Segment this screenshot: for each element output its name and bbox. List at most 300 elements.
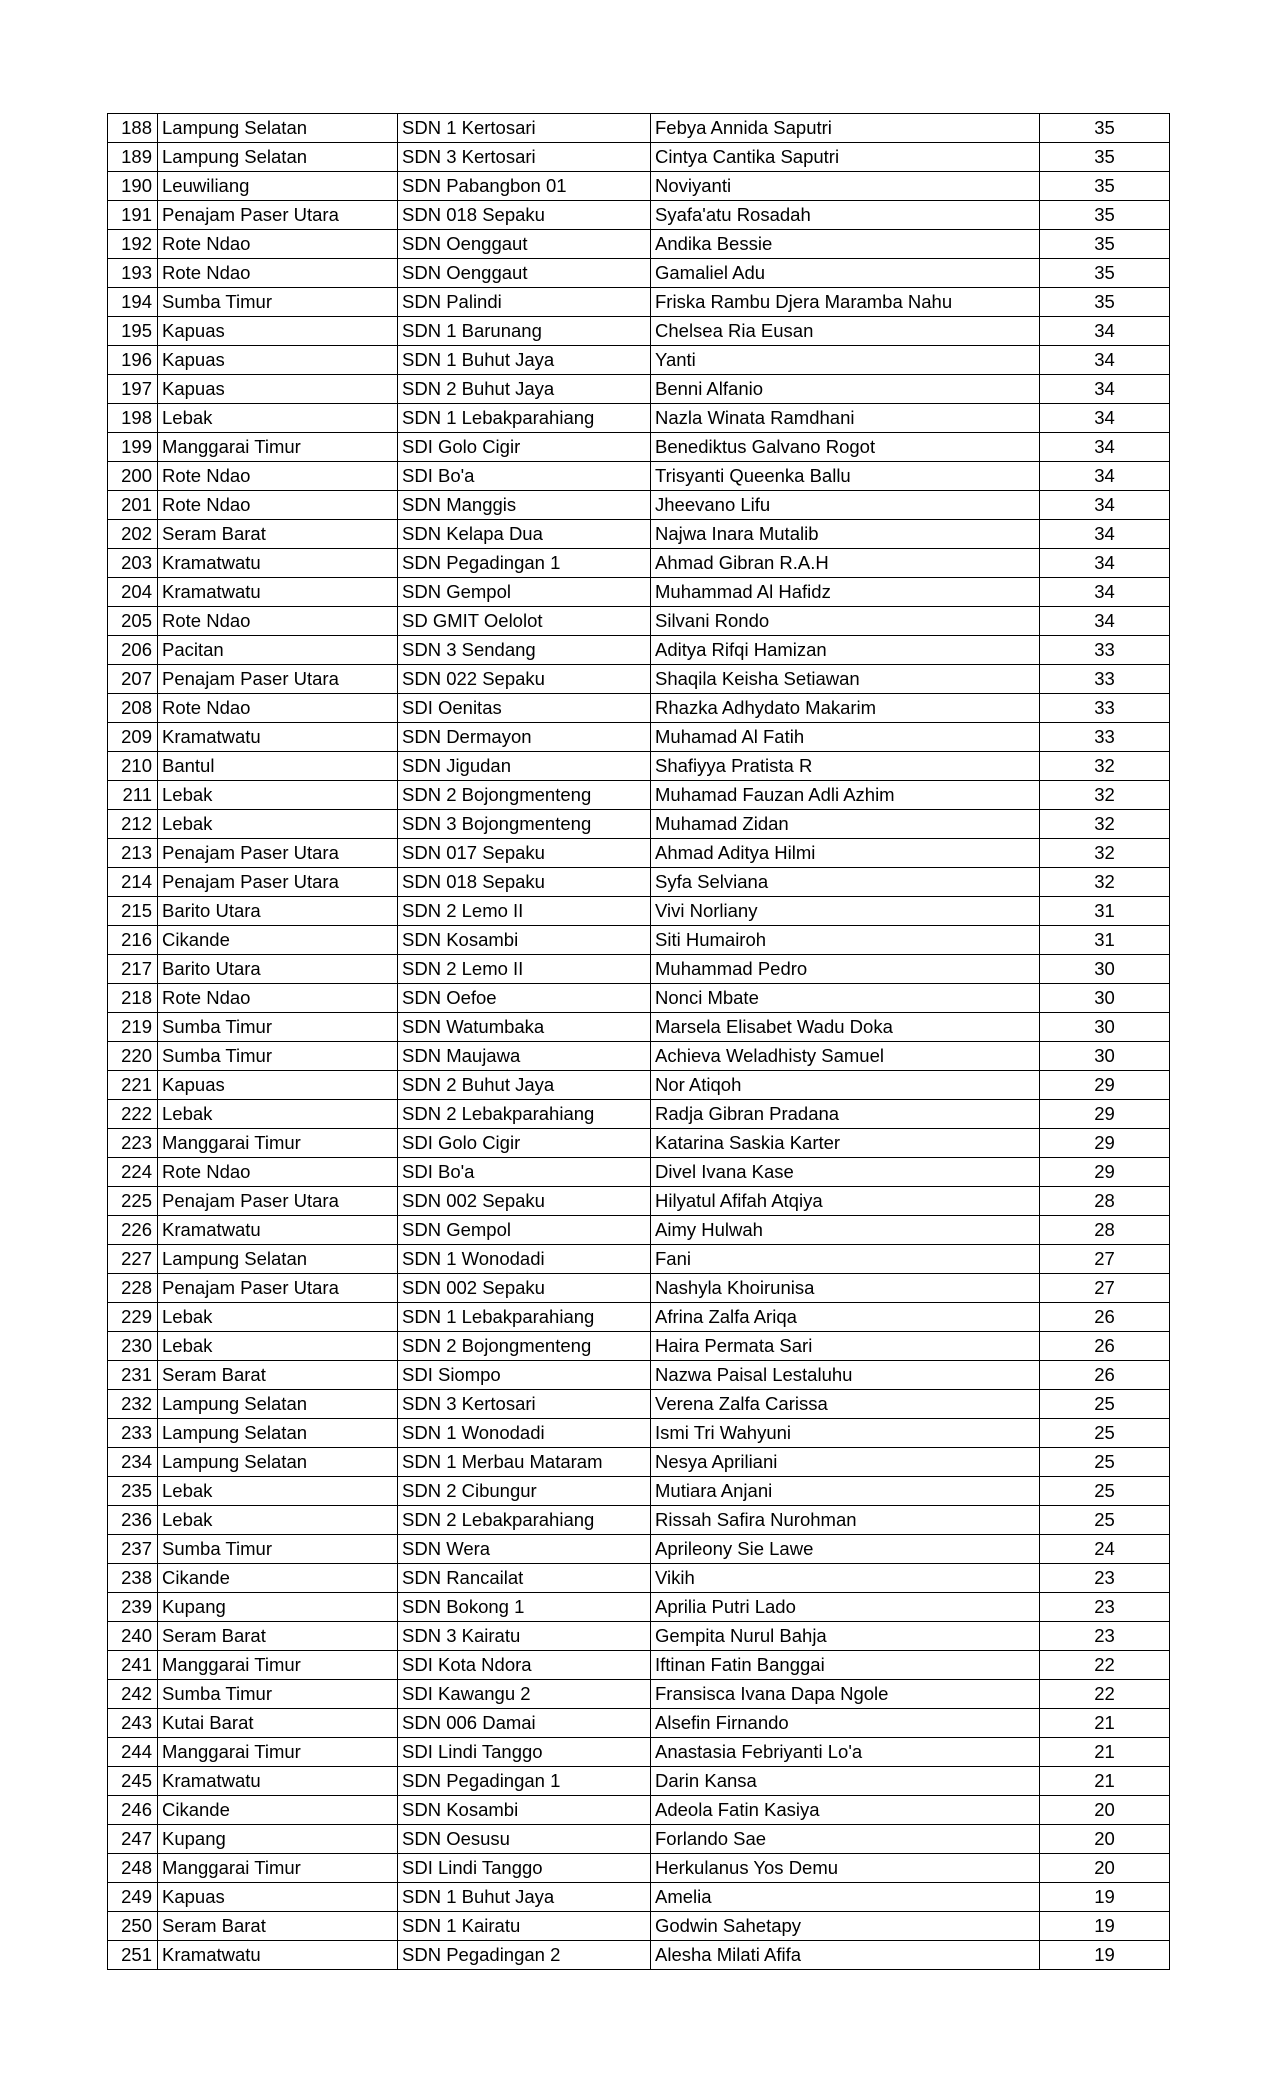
score-cell: 35: [1040, 230, 1170, 259]
region-cell: Lebak: [158, 1303, 398, 1332]
region-cell: Sumba Timur: [158, 288, 398, 317]
rank-cell: 237: [108, 1535, 158, 1564]
score-cell: 26: [1040, 1361, 1170, 1390]
score-cell: 33: [1040, 636, 1170, 665]
rank-cell: 217: [108, 955, 158, 984]
table-row: [108, 1245, 1170, 1274]
region-cell: Rote Ndao: [158, 607, 398, 636]
student-name-cell: Vikih: [651, 1564, 1040, 1593]
score-cell: 28: [1040, 1187, 1170, 1216]
score-cell: 22: [1040, 1651, 1170, 1680]
table-row: [108, 1622, 1170, 1651]
school-cell: SDI Kawangu 2: [398, 1680, 651, 1709]
score-cell: 27: [1040, 1245, 1170, 1274]
school-cell: SDN 1 Lebakparahiang: [398, 1303, 651, 1332]
school-cell: SDN Palindi: [398, 288, 651, 317]
region-cell: Bantul: [158, 752, 398, 781]
school-cell: SDN 2 Lemo II: [398, 897, 651, 926]
rank-cell: 215: [108, 897, 158, 926]
rank-cell: 230: [108, 1332, 158, 1361]
student-name-cell: Muhamad Zidan: [651, 810, 1040, 839]
school-cell: SDN 002 Sepaku: [398, 1274, 651, 1303]
score-cell: 33: [1040, 723, 1170, 752]
region-cell: Lebak: [158, 1506, 398, 1535]
score-cell: 30: [1040, 984, 1170, 1013]
region-cell: Lebak: [158, 1332, 398, 1361]
student-name-cell: Gempita Nurul Bahja: [651, 1622, 1040, 1651]
table-row: [108, 1564, 1170, 1593]
school-cell: SDN Pegadingan 1: [398, 549, 651, 578]
score-cell: 32: [1040, 752, 1170, 781]
score-cell: 25: [1040, 1448, 1170, 1477]
score-cell: 21: [1040, 1738, 1170, 1767]
table-row: [108, 114, 1170, 143]
score-cell: 34: [1040, 549, 1170, 578]
region-cell: Manggarai Timur: [158, 433, 398, 462]
school-cell: SDN Rancailat: [398, 1564, 651, 1593]
student-name-cell: Aprileony Sie Lawe: [651, 1535, 1040, 1564]
table-row: [108, 317, 1170, 346]
school-cell: SDN 2 Cibungur: [398, 1477, 651, 1506]
table-row: [108, 1477, 1170, 1506]
rank-cell: 213: [108, 839, 158, 868]
student-name-cell: Silvani Rondo: [651, 607, 1040, 636]
school-cell: SDN 1 Buhut Jaya: [398, 1883, 651, 1912]
score-cell: 19: [1040, 1883, 1170, 1912]
rank-cell: 236: [108, 1506, 158, 1535]
rank-cell: 193: [108, 259, 158, 288]
rank-cell: 206: [108, 636, 158, 665]
student-name-cell: Divel Ivana Kase: [651, 1158, 1040, 1187]
school-cell: SDN Oenggaut: [398, 259, 651, 288]
results-sheet: [107, 113, 1169, 1970]
table-row: [108, 926, 1170, 955]
student-name-cell: Febya Annida Saputri: [651, 114, 1040, 143]
rank-cell: 190: [108, 172, 158, 201]
region-cell: Kapuas: [158, 1883, 398, 1912]
school-cell: SDN Kosambi: [398, 1796, 651, 1825]
student-name-cell: Vivi Norliany: [651, 897, 1040, 926]
table-row: [108, 781, 1170, 810]
rank-cell: 242: [108, 1680, 158, 1709]
region-cell: Lebak: [158, 810, 398, 839]
score-cell: 25: [1040, 1419, 1170, 1448]
school-cell: SDN 2 Lebakparahiang: [398, 1100, 651, 1129]
score-cell: 20: [1040, 1854, 1170, 1883]
score-cell: 30: [1040, 955, 1170, 984]
school-cell: SDN Pabangbon 01: [398, 172, 651, 201]
rank-cell: 222: [108, 1100, 158, 1129]
rank-cell: 218: [108, 984, 158, 1013]
table-row: [108, 1680, 1170, 1709]
table-row: [108, 578, 1170, 607]
student-name-cell: Nesya Apriliani: [651, 1448, 1040, 1477]
table-row: [108, 752, 1170, 781]
table-row: [108, 462, 1170, 491]
table-row: [108, 897, 1170, 926]
score-cell: 20: [1040, 1825, 1170, 1854]
table-row: [108, 1100, 1170, 1129]
score-cell: 19: [1040, 1912, 1170, 1941]
student-name-cell: Chelsea Ria Eusan: [651, 317, 1040, 346]
region-cell: Kramatwatu: [158, 1767, 398, 1796]
school-cell: SDN 006 Damai: [398, 1709, 651, 1738]
rank-cell: 211: [108, 781, 158, 810]
score-cell: 29: [1040, 1100, 1170, 1129]
rank-cell: 249: [108, 1883, 158, 1912]
table-row: [108, 1332, 1170, 1361]
score-cell: 26: [1040, 1332, 1170, 1361]
table-row: [108, 230, 1170, 259]
region-cell: Rote Ndao: [158, 462, 398, 491]
score-cell: 29: [1040, 1129, 1170, 1158]
region-cell: Barito Utara: [158, 897, 398, 926]
table-row: [108, 1767, 1170, 1796]
score-cell: 34: [1040, 462, 1170, 491]
region-cell: Kramatwatu: [158, 1216, 398, 1245]
table-row: [108, 839, 1170, 868]
school-cell: SDN 3 Kairatu: [398, 1622, 651, 1651]
student-name-cell: Shaqila Keisha Setiawan: [651, 665, 1040, 694]
student-name-cell: Fransisca Ivana Dapa Ngole: [651, 1680, 1040, 1709]
table-row: [108, 404, 1170, 433]
school-cell: SDN 1 Lebakparahiang: [398, 404, 651, 433]
rank-cell: 228: [108, 1274, 158, 1303]
rank-cell: 240: [108, 1622, 158, 1651]
student-name-cell: Siti Humairoh: [651, 926, 1040, 955]
rank-cell: 223: [108, 1129, 158, 1158]
student-name-cell: Mutiara Anjani: [651, 1477, 1040, 1506]
student-name-cell: Fani: [651, 1245, 1040, 1274]
student-name-cell: Jheevano Lifu: [651, 491, 1040, 520]
school-cell: SDN 3 Bojongmenteng: [398, 810, 651, 839]
region-cell: Lampung Selatan: [158, 1448, 398, 1477]
school-cell: SDN 002 Sepaku: [398, 1187, 651, 1216]
score-cell: 31: [1040, 926, 1170, 955]
rank-cell: 241: [108, 1651, 158, 1680]
rank-cell: 205: [108, 607, 158, 636]
score-cell: 21: [1040, 1709, 1170, 1738]
school-cell: SDN Bokong 1: [398, 1593, 651, 1622]
score-cell: 35: [1040, 143, 1170, 172]
rank-cell: 227: [108, 1245, 158, 1274]
rank-cell: 214: [108, 868, 158, 897]
table-row: [108, 1651, 1170, 1680]
table-row: [108, 607, 1170, 636]
score-cell: 23: [1040, 1622, 1170, 1651]
student-name-cell: Darin Kansa: [651, 1767, 1040, 1796]
school-cell: SDN Gempol: [398, 578, 651, 607]
student-name-cell: Alsefin Firnando: [651, 1709, 1040, 1738]
region-cell: Sumba Timur: [158, 1680, 398, 1709]
rank-cell: 251: [108, 1941, 158, 1970]
region-cell: Kupang: [158, 1593, 398, 1622]
rank-cell: 196: [108, 346, 158, 375]
region-cell: Barito Utara: [158, 955, 398, 984]
score-cell: 25: [1040, 1477, 1170, 1506]
results-table-body: [108, 114, 1170, 1970]
table-row: [108, 346, 1170, 375]
rank-cell: 216: [108, 926, 158, 955]
rank-cell: 197: [108, 375, 158, 404]
student-name-cell: Ahmad Gibran R.A.H: [651, 549, 1040, 578]
region-cell: Sumba Timur: [158, 1013, 398, 1042]
table-row: [108, 1129, 1170, 1158]
school-cell: SDN Pegadingan 1: [398, 1767, 651, 1796]
rank-cell: 226: [108, 1216, 158, 1245]
school-cell: SDN 1 Barunang: [398, 317, 651, 346]
region-cell: Pacitan: [158, 636, 398, 665]
score-cell: 24: [1040, 1535, 1170, 1564]
region-cell: Penajam Paser Utara: [158, 1274, 398, 1303]
student-name-cell: Aprilia Putri Lado: [651, 1593, 1040, 1622]
region-cell: Kapuas: [158, 375, 398, 404]
region-cell: Seram Barat: [158, 1622, 398, 1651]
rank-cell: 221: [108, 1071, 158, 1100]
student-name-cell: Forlando Sae: [651, 1825, 1040, 1854]
region-cell: Lebak: [158, 1100, 398, 1129]
school-cell: SDN Kelapa Dua: [398, 520, 651, 549]
score-cell: 33: [1040, 665, 1170, 694]
region-cell: Manggarai Timur: [158, 1738, 398, 1767]
school-cell: SDN 2 Bojongmenteng: [398, 1332, 651, 1361]
table-row: [108, 1593, 1170, 1622]
rank-cell: 208: [108, 694, 158, 723]
region-cell: Lebak: [158, 781, 398, 810]
score-cell: 35: [1040, 259, 1170, 288]
score-cell: 29: [1040, 1071, 1170, 1100]
region-cell: Lampung Selatan: [158, 1419, 398, 1448]
table-row: [108, 491, 1170, 520]
score-cell: 23: [1040, 1593, 1170, 1622]
student-name-cell: Noviyanti: [651, 172, 1040, 201]
score-cell: 32: [1040, 868, 1170, 897]
region-cell: Cikande: [158, 1564, 398, 1593]
school-cell: SDN 3 Sendang: [398, 636, 651, 665]
rank-cell: 229: [108, 1303, 158, 1332]
region-cell: Cikande: [158, 926, 398, 955]
rank-cell: 200: [108, 462, 158, 491]
region-cell: Lampung Selatan: [158, 143, 398, 172]
school-cell: SDN 017 Sepaku: [398, 839, 651, 868]
rank-cell: 194: [108, 288, 158, 317]
table-row: [108, 1912, 1170, 1941]
score-cell: 34: [1040, 578, 1170, 607]
rank-cell: 203: [108, 549, 158, 578]
score-cell: 30: [1040, 1042, 1170, 1071]
school-cell: SDN 2 Lemo II: [398, 955, 651, 984]
rank-cell: 225: [108, 1187, 158, 1216]
table-row: [108, 143, 1170, 172]
student-name-cell: Rhazka Adhydato Makarim: [651, 694, 1040, 723]
school-cell: SDN 3 Kertosari: [398, 1390, 651, 1419]
region-cell: Kramatwatu: [158, 578, 398, 607]
school-cell: SDN 3 Kertosari: [398, 143, 651, 172]
school-cell: SDN Pegadingan 2: [398, 1941, 651, 1970]
rank-cell: 191: [108, 201, 158, 230]
school-cell: SDN Oenggaut: [398, 230, 651, 259]
region-cell: Lampung Selatan: [158, 1390, 398, 1419]
table-row: [108, 1883, 1170, 1912]
rank-cell: 204: [108, 578, 158, 607]
school-cell: SDN 1 Kertosari: [398, 114, 651, 143]
score-cell: 20: [1040, 1796, 1170, 1825]
rank-cell: 192: [108, 230, 158, 259]
school-cell: SDN Jigudan: [398, 752, 651, 781]
region-cell: Lebak: [158, 1477, 398, 1506]
region-cell: Manggarai Timur: [158, 1854, 398, 1883]
region-cell: Seram Barat: [158, 520, 398, 549]
school-cell: SDN Dermayon: [398, 723, 651, 752]
region-cell: Cikande: [158, 1796, 398, 1825]
table-row: [108, 549, 1170, 578]
rank-cell: 233: [108, 1419, 158, 1448]
region-cell: Rote Ndao: [158, 984, 398, 1013]
student-name-cell: Godwin Sahetapy: [651, 1912, 1040, 1941]
rank-cell: 234: [108, 1448, 158, 1477]
score-cell: 34: [1040, 375, 1170, 404]
score-cell: 35: [1040, 288, 1170, 317]
student-name-cell: Aditya Rifqi Hamizan: [651, 636, 1040, 665]
student-name-cell: Andika Bessie: [651, 230, 1040, 259]
student-name-cell: Hilyatul Afifah Atqiya: [651, 1187, 1040, 1216]
rank-cell: 244: [108, 1738, 158, 1767]
score-cell: 33: [1040, 694, 1170, 723]
student-name-cell: Ismi Tri Wahyuni: [651, 1419, 1040, 1448]
score-cell: 28: [1040, 1216, 1170, 1245]
table-row: [108, 1274, 1170, 1303]
school-cell: SDN 1 Buhut Jaya: [398, 346, 651, 375]
rank-cell: 201: [108, 491, 158, 520]
score-cell: 22: [1040, 1680, 1170, 1709]
table-row: [108, 955, 1170, 984]
school-cell: SDI Golo Cigir: [398, 433, 651, 462]
school-cell: SDN 1 Merbau Mataram: [398, 1448, 651, 1477]
score-cell: 35: [1040, 172, 1170, 201]
table-row: [108, 1071, 1170, 1100]
school-cell: SDI Lindi Tanggo: [398, 1738, 651, 1767]
region-cell: Kramatwatu: [158, 549, 398, 578]
student-name-cell: Nashyla Khoirunisa: [651, 1274, 1040, 1303]
table-row: [108, 172, 1170, 201]
student-name-cell: Cintya Cantika Saputri: [651, 143, 1040, 172]
student-name-cell: Adeola Fatin Kasiya: [651, 1796, 1040, 1825]
school-cell: SDN Manggis: [398, 491, 651, 520]
table-row: [108, 1361, 1170, 1390]
student-name-cell: Muhamad Fauzan Adli Azhim: [651, 781, 1040, 810]
student-name-cell: Afrina Zalfa Ariqa: [651, 1303, 1040, 1332]
school-cell: SDI Bo'a: [398, 462, 651, 491]
school-cell: SDN 018 Sepaku: [398, 201, 651, 230]
table-row: [108, 723, 1170, 752]
score-cell: 27: [1040, 1274, 1170, 1303]
table-row: [108, 694, 1170, 723]
region-cell: Manggarai Timur: [158, 1651, 398, 1680]
region-cell: Penajam Paser Utara: [158, 868, 398, 897]
score-cell: 34: [1040, 491, 1170, 520]
region-cell: Kutai Barat: [158, 1709, 398, 1738]
school-cell: SDN Wera: [398, 1535, 651, 1564]
rank-cell: 195: [108, 317, 158, 346]
table-row: [108, 1796, 1170, 1825]
table-row: [108, 636, 1170, 665]
student-name-cell: Benni Alfanio: [651, 375, 1040, 404]
region-cell: Seram Barat: [158, 1361, 398, 1390]
score-cell: 34: [1040, 607, 1170, 636]
score-cell: 25: [1040, 1390, 1170, 1419]
score-cell: 26: [1040, 1303, 1170, 1332]
rank-cell: 238: [108, 1564, 158, 1593]
score-cell: 31: [1040, 897, 1170, 926]
score-cell: 21: [1040, 1767, 1170, 1796]
school-cell: SDN Oefoe: [398, 984, 651, 1013]
student-name-cell: Haira Permata Sari: [651, 1332, 1040, 1361]
table-row: [108, 1303, 1170, 1332]
rank-cell: 198: [108, 404, 158, 433]
school-cell: SDN 022 Sepaku: [398, 665, 651, 694]
rank-cell: 189: [108, 143, 158, 172]
table-row: [108, 984, 1170, 1013]
school-cell: SDN Watumbaka: [398, 1013, 651, 1042]
table-row: [108, 1709, 1170, 1738]
score-cell: 23: [1040, 1564, 1170, 1593]
region-cell: Penajam Paser Utara: [158, 839, 398, 868]
student-name-cell: Friska Rambu Djera Maramba Nahu: [651, 288, 1040, 317]
table-row: [108, 1390, 1170, 1419]
table-row: [108, 665, 1170, 694]
rank-cell: 219: [108, 1013, 158, 1042]
student-name-cell: Rissah Safira Nurohman: [651, 1506, 1040, 1535]
region-cell: Kapuas: [158, 346, 398, 375]
rank-cell: 231: [108, 1361, 158, 1390]
score-cell: 32: [1040, 810, 1170, 839]
table-row: [108, 288, 1170, 317]
table-row: [108, 259, 1170, 288]
student-name-cell: Iftinan Fatin Banggai: [651, 1651, 1040, 1680]
school-cell: SDN 2 Buhut Jaya: [398, 1071, 651, 1100]
school-cell: SDN 2 Buhut Jaya: [398, 375, 651, 404]
table-row: [108, 1825, 1170, 1854]
score-cell: 32: [1040, 781, 1170, 810]
region-cell: Kramatwatu: [158, 723, 398, 752]
student-name-cell: Trisyanti Queenka Ballu: [651, 462, 1040, 491]
student-name-cell: Muhammad Al Hafidz: [651, 578, 1040, 607]
student-name-cell: Anastasia Febriyanti Lo'a: [651, 1738, 1040, 1767]
rank-cell: 224: [108, 1158, 158, 1187]
table-row: [108, 1738, 1170, 1767]
student-name-cell: Ahmad Aditya Hilmi: [651, 839, 1040, 868]
school-cell: SDI Golo Cigir: [398, 1129, 651, 1158]
rank-cell: 232: [108, 1390, 158, 1419]
region-cell: Rote Ndao: [158, 259, 398, 288]
table-row: [108, 1448, 1170, 1477]
student-name-cell: Shafiyya Pratista R: [651, 752, 1040, 781]
school-cell: SDN 1 Wonodadi: [398, 1245, 651, 1274]
rank-cell: 212: [108, 810, 158, 839]
table-row: [108, 1158, 1170, 1187]
region-cell: Sumba Timur: [158, 1535, 398, 1564]
student-name-cell: Najwa Inara Mutalib: [651, 520, 1040, 549]
school-cell: SDI Lindi Tanggo: [398, 1854, 651, 1883]
rank-cell: 210: [108, 752, 158, 781]
score-cell: 34: [1040, 520, 1170, 549]
student-name-cell: Amelia: [651, 1883, 1040, 1912]
school-cell: SDI Siompo: [398, 1361, 651, 1390]
table-row: [108, 433, 1170, 462]
region-cell: Lebak: [158, 404, 398, 433]
student-name-cell: Nazla Winata Ramdhani: [651, 404, 1040, 433]
school-cell: SD GMIT Oelolot: [398, 607, 651, 636]
